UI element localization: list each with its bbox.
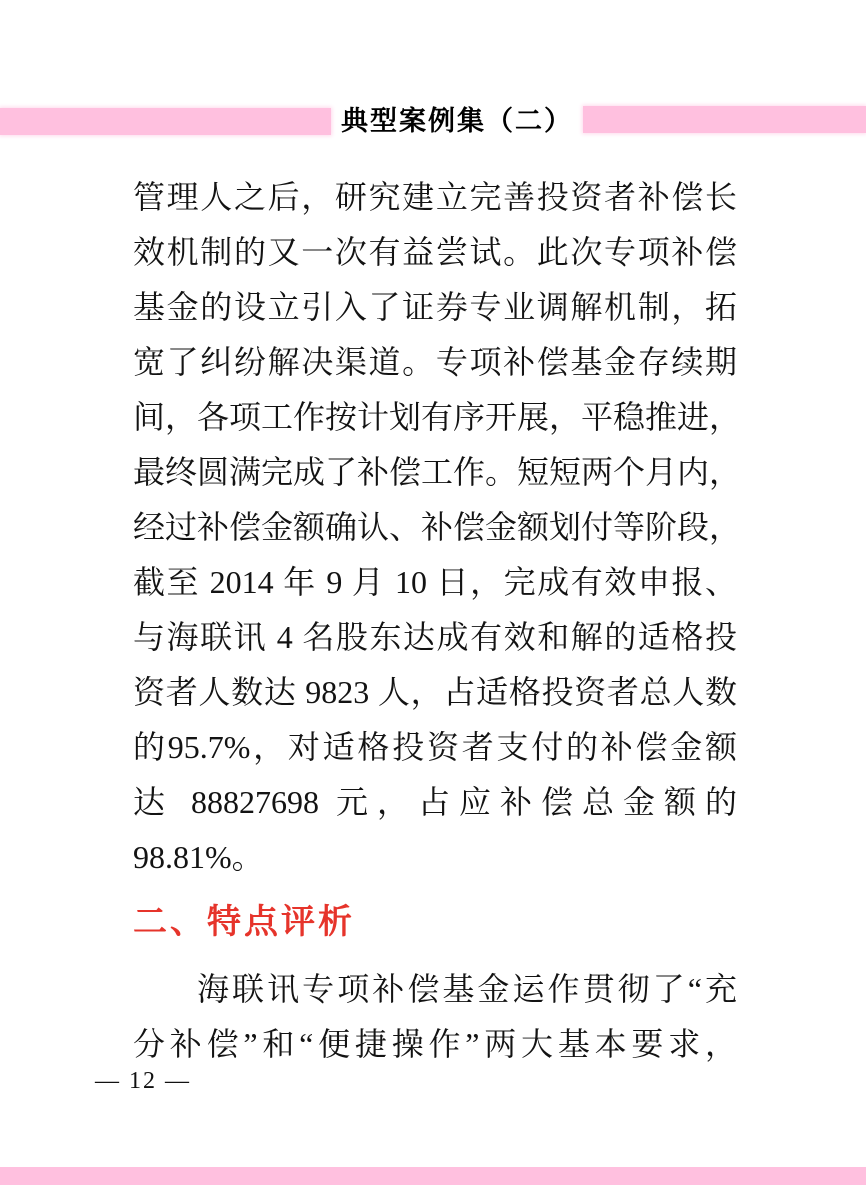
page-title: 典型案例集（二） [341,106,573,136]
body-text-line: 间，各项工作按计划有序开展，平稳推进， [133,399,742,435]
body-text-line: 与海联讯 4 名股东达成有效和解的适格投 [133,619,737,655]
body-text-line: 达 88827698 元，占应补偿总金额的 [133,784,737,820]
body-text-line: 分补偿”和“便捷操作”两大基本要求， [133,1026,737,1062]
body-text-line: 最终圆满完成了补偿工作。短短两个月内， [133,454,742,490]
page-content [133,170,742,1072]
header-bar-right [583,106,866,133]
body-text-line: 经过补偿金额确认、补偿金额划付等阶段， [133,509,742,545]
section-heading: 二、特点评析 [133,903,355,941]
page-number: — 12 — [95,1068,191,1094]
page-header [0,106,866,136]
body-text-line: 基金的设立引入了证券专业调解机制，拓 [133,289,737,325]
header-bar-left [0,108,331,135]
body-text-line: 海联讯专项补偿基金运作贯彻了“充 [197,971,737,1007]
body-text-line: 管理人之后，研究建立完善投资者补偿长 [133,179,737,215]
body-text-line: 宽了纠纷解决渠道。专项补偿基金存续期 [133,344,737,380]
body-text-line: 98.81%。 [133,839,264,875]
footer-bar [0,1167,866,1185]
body-text-line: 的95.7%，对适格投资者支付的补偿金额 [133,729,737,765]
body-text-line: 效机制的又一次有益尝试。此次专项补偿 [133,234,737,270]
body-text-line: 资者人数达 9823 人，占适格投资者总人数 [133,674,737,710]
body-text-line: 截至 2014 年 9 月 10 日，完成有效申报、 [133,564,737,600]
